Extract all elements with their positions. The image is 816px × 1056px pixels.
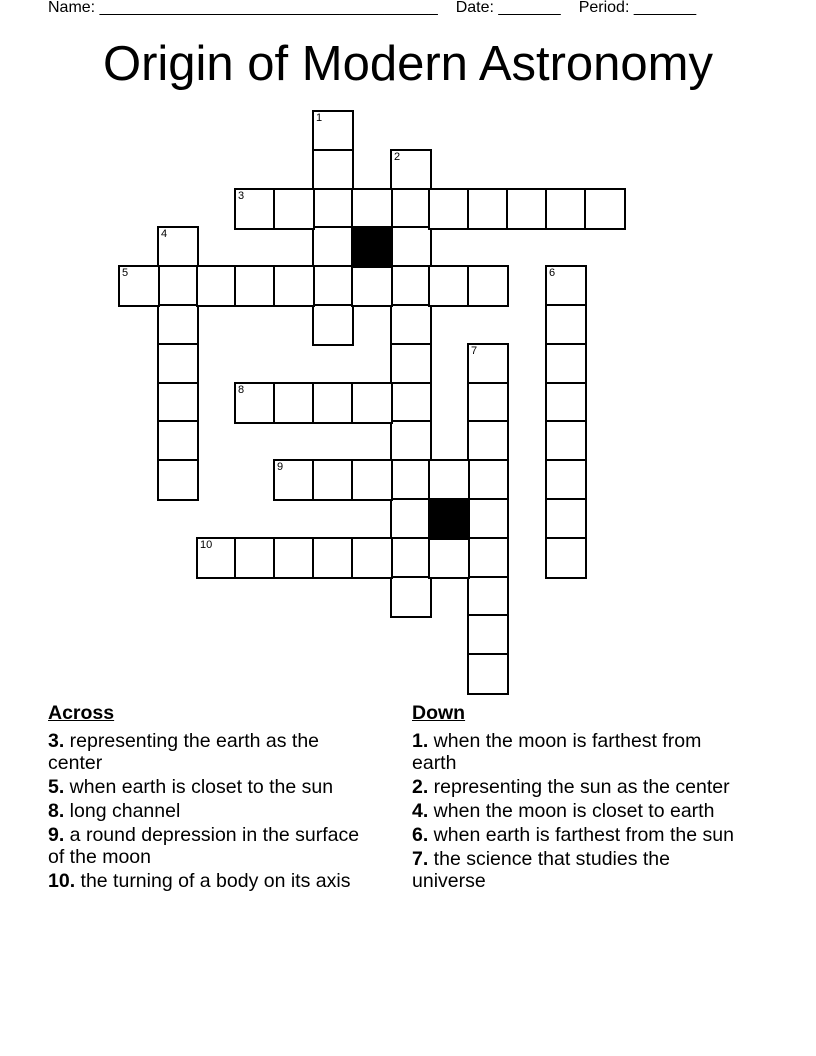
down-clue-text: the science that studies the universe [412, 848, 670, 892]
down-heading: Down [412, 702, 466, 724]
across-clue-number: 3. [48, 730, 65, 752]
cell-number: 4 [161, 228, 168, 240]
across-clue-text: the turning of a body on its axis [75, 870, 351, 892]
grid-cell[interactable] [390, 382, 432, 424]
cell-number: 6 [549, 267, 556, 279]
name-field-label: Name: ______________________________________ [48, 0, 438, 16]
across-heading: Across [48, 702, 115, 724]
down-clue-number: 7. [412, 848, 429, 870]
page-title: Origin of Modern Astronomy [102, 37, 714, 91]
across-clue-number: 5. [48, 776, 65, 798]
grid-cell[interactable] [390, 304, 432, 346]
grid-cell[interactable] [157, 304, 199, 346]
grid-cell[interactable] [390, 420, 432, 462]
down-clue-text: representing the sun as the center [428, 776, 730, 798]
grid-cell[interactable] [312, 537, 354, 579]
grid-cell[interactable] [351, 459, 393, 501]
cell-number: 1 [316, 112, 323, 124]
down-clue-number: 2. [412, 776, 429, 798]
across-clue-number: 8. [48, 800, 65, 822]
across-clue-number: 10. [48, 870, 76, 892]
cell-number: 3 [238, 190, 245, 202]
grid-cell[interactable] [467, 498, 509, 540]
black-square [351, 226, 393, 268]
grid-cell[interactable] [196, 537, 238, 579]
grid-cell[interactable] [234, 382, 276, 424]
across-clue-text: long channel [64, 800, 181, 822]
grid-cell[interactable] [428, 265, 470, 307]
grid-cell[interactable] [428, 188, 470, 230]
grid-cell[interactable] [467, 537, 509, 579]
grid-cell[interactable] [467, 420, 509, 462]
across-clue-number: 9. [48, 824, 65, 846]
grid-cell[interactable] [118, 265, 160, 307]
grid-cell[interactable] [312, 149, 354, 191]
down-clue [412, 730, 742, 774]
grid-cell[interactable] [273, 265, 315, 307]
grid-cell[interactable] [273, 459, 315, 501]
grid-cell[interactable] [312, 304, 354, 346]
grid-cell[interactable] [390, 498, 432, 540]
across-clue [48, 800, 378, 822]
across-clue [48, 824, 378, 868]
grid-cell[interactable] [390, 226, 432, 268]
grid-cell[interactable] [545, 304, 587, 346]
across-clue-text: representing the earth as the center [48, 730, 320, 774]
down-clue-number: 1. [412, 730, 429, 752]
grid-cell[interactable] [351, 382, 393, 424]
grid-cell[interactable] [545, 498, 587, 540]
grid-cell[interactable] [390, 576, 432, 618]
grid-cell[interactable] [390, 459, 432, 501]
grid-cell[interactable] [467, 343, 509, 385]
across-clue-text: a round depression in the surface of the moon [48, 824, 360, 868]
grid-cell[interactable] [545, 188, 587, 230]
grid-cell[interactable] [390, 188, 432, 230]
down-clue [412, 800, 742, 822]
cell-number: 2 [394, 151, 401, 163]
down-clue-number: 6. [412, 824, 429, 846]
down-clue-text: when the moon is closet to earth [428, 800, 715, 822]
grid-cell[interactable] [467, 188, 509, 230]
grid-cell[interactable] [351, 188, 393, 230]
down-clue-text: when earth is farthest from the sun [428, 824, 734, 846]
down-clue-text: when the moon is farthest from earth [412, 730, 702, 774]
grid-cell[interactable] [157, 265, 199, 307]
grid-cell[interactable] [545, 265, 587, 307]
cell-number: 9 [277, 461, 284, 473]
grid-cell[interactable] [428, 537, 470, 579]
grid-cell[interactable] [390, 265, 432, 307]
grid-cell[interactable] [234, 537, 276, 579]
across-clue [48, 870, 378, 892]
grid-cell[interactable] [545, 420, 587, 462]
grid-cell[interactable] [545, 382, 587, 424]
grid-cell[interactable] [273, 382, 315, 424]
grid-cell[interactable] [467, 614, 509, 656]
grid-cell[interactable] [390, 537, 432, 579]
grid-cell[interactable] [312, 226, 354, 268]
period-field-label: Period: _______ [578, 0, 697, 16]
grid-cell[interactable] [390, 149, 432, 191]
down-clue [412, 824, 742, 846]
down-clue-number: 4. [412, 800, 429, 822]
grid-cell[interactable] [312, 265, 354, 307]
grid-cell[interactable] [467, 382, 509, 424]
cell-number: 5 [122, 267, 129, 279]
grid-cell[interactable] [273, 188, 315, 230]
across-clues [48, 702, 378, 894]
grid-cell[interactable] [467, 653, 509, 695]
grid-cell[interactable] [312, 110, 354, 152]
black-square [428, 498, 470, 540]
grid-cell[interactable] [157, 459, 199, 501]
grid-cell[interactable] [273, 537, 315, 579]
down-clue [412, 848, 742, 892]
grid-cell[interactable] [351, 537, 393, 579]
grid-cell[interactable] [467, 576, 509, 618]
grid-cell[interactable] [157, 343, 199, 385]
cell-number: 8 [238, 384, 245, 396]
grid-cell[interactable] [312, 382, 354, 424]
grid-cell[interactable] [467, 459, 509, 501]
grid-cell[interactable] [390, 343, 432, 385]
grid-cell[interactable] [351, 265, 393, 307]
grid-cell[interactable] [545, 537, 587, 579]
across-clue-text: when earth is closet to the sun [64, 776, 334, 798]
grid-cell[interactable] [545, 459, 587, 501]
grid-cell[interactable] [312, 459, 354, 501]
grid-cell[interactable] [196, 265, 238, 307]
grid-cell[interactable] [428, 459, 470, 501]
cell-number: 10 [200, 539, 213, 551]
grid-cell[interactable] [312, 188, 354, 230]
grid-cell[interactable] [234, 188, 276, 230]
date-field-label: Date: _______ [455, 0, 561, 16]
grid-cell[interactable] [467, 265, 509, 307]
cell-number: 7 [471, 345, 478, 357]
across-clue [48, 730, 378, 774]
grid-cell[interactable] [157, 420, 199, 462]
grid-cell[interactable] [157, 382, 199, 424]
grid-cell[interactable] [545, 343, 587, 385]
down-clue [412, 776, 742, 798]
down-clues [412, 702, 742, 894]
grid-cell[interactable] [157, 226, 199, 268]
grid-cell[interactable] [506, 188, 548, 230]
across-clue [48, 776, 378, 798]
grid-cell[interactable] [234, 265, 276, 307]
grid-cell[interactable] [584, 188, 626, 230]
